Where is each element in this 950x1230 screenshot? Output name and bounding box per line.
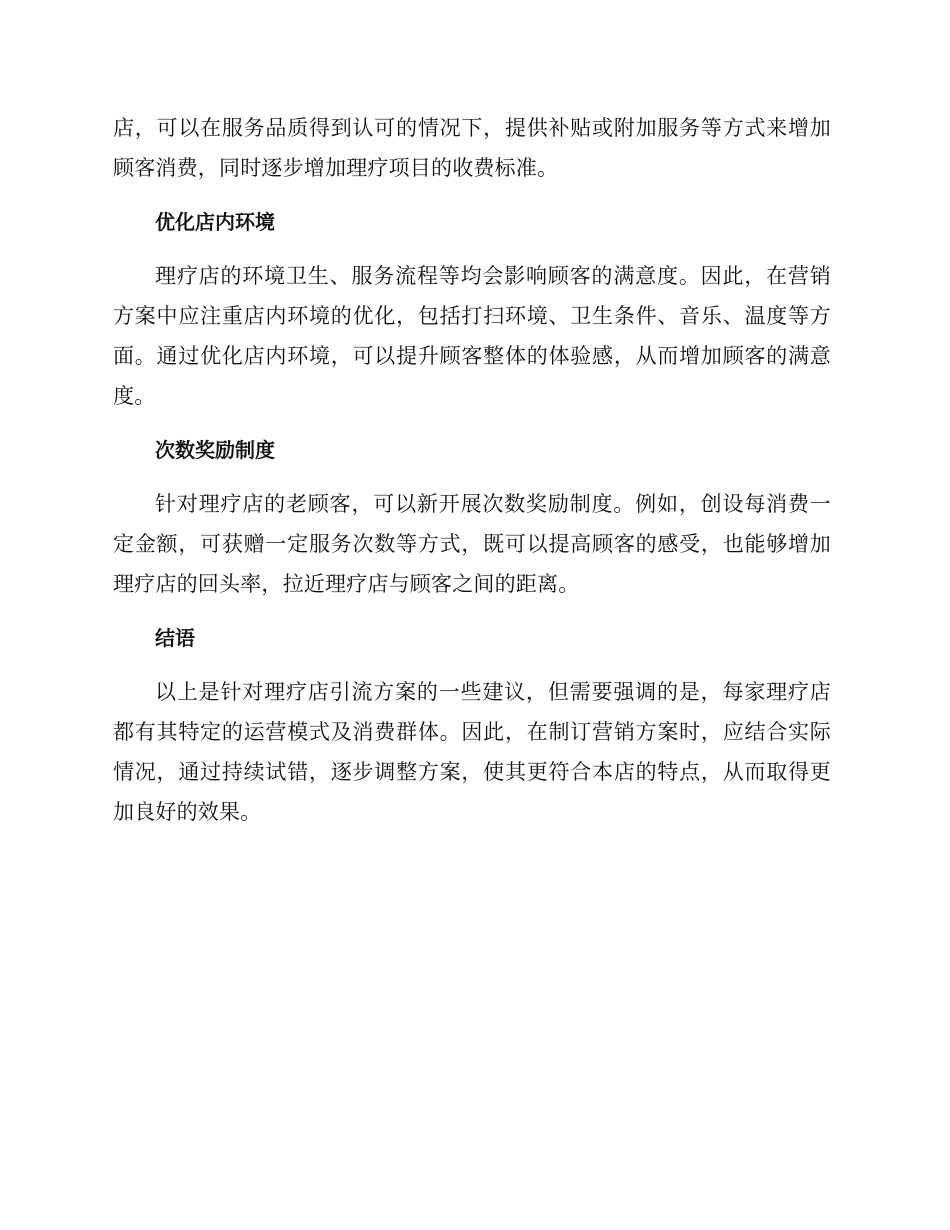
section-heading-conclusion: 结语: [155, 626, 195, 650]
section-heading-environment: 优化店内环境: [155, 210, 275, 234]
section-body-reward: 针对理疗店的老顾客，可以新开展次数奖励制度。例如，创设每消费一定金额，可获赠一定服务次数等方式，既可以提高顾客的感受，也能够增加理疗店的回头率，拉近理疗店与顾客之间的距离。: [113, 492, 831, 596]
document-page: [113, 108, 831, 832]
continued-paragraph: 店，可以在服务品质得到认可的情况下，提供补贴或附加服务等方式来增加顾客消费，同时逐步增加理疗项目的收费标准。: [113, 116, 831, 180]
section-body-conclusion: 以上是针对理疗店引流方案的一些建议，但需要强调的是，每家理疗店都有其特定的运营模式及消费群体。因此，在制订营销方案时，应结合实际情况，通过持续试错，逐步调整方案，使其更符合本店的特点，从而取得更加良好的效果。: [113, 680, 831, 824]
section-body-environment: 理疗店的环境卫生、服务流程等均会影响顾客的满意度。因此，在营销方案中应注重店内环境的优化，包括打扫环境、卫生条件、音乐、温度等方面。通过优化店内环境，可以提升顾客整体的体验感，从而增加顾客的满意度。: [113, 264, 831, 408]
section-heading-reward: 次数奖励制度: [155, 438, 275, 462]
